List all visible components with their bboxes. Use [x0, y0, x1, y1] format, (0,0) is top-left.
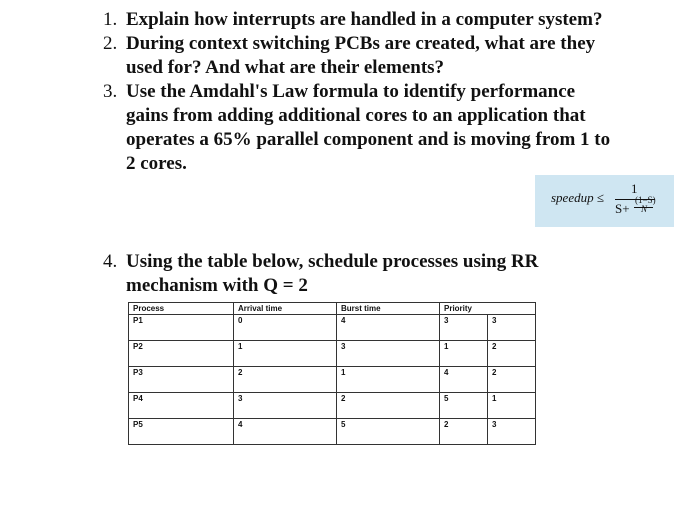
question-1-line-1: Explain how interrupts are handled in a computer system? [126, 9, 603, 30]
header-burst-time: Burst time [337, 303, 440, 315]
question-4-line-2: mechanism with Q = 2 [126, 275, 308, 296]
question-3-line-2: gains from adding additional cores to an application that [126, 105, 586, 126]
question-2-line-2: used for? And what are their elements? [126, 57, 445, 78]
cell-extra: 2 [488, 367, 536, 393]
cell-extra: 2 [488, 341, 536, 367]
header-process: Process [129, 303, 234, 315]
table-row [129, 315, 536, 341]
formula-lhs: speedup ≤ [551, 190, 604, 205]
question-2-number: 2. [103, 33, 118, 54]
cell-priority: 4 [440, 367, 488, 393]
cell-priority: 3 [440, 315, 488, 341]
cell-process: P2 [129, 341, 234, 367]
process-table [128, 302, 536, 445]
formula-small-numerator: (1−S) [635, 195, 656, 205]
cell-arrival: 3 [234, 393, 337, 419]
cell-process: P3 [129, 367, 234, 393]
cell-burst: 3 [337, 341, 440, 367]
formula-denominator [615, 195, 656, 217]
question-3-number: 3. [103, 81, 118, 102]
cell-arrival: 4 [234, 419, 337, 445]
cell-burst: 1 [337, 367, 440, 393]
cell-burst: 4 [337, 315, 440, 341]
cell-process: P5 [129, 419, 234, 445]
cell-arrival: 2 [234, 367, 337, 393]
cell-extra: 3 [488, 315, 536, 341]
cell-arrival: 0 [234, 315, 337, 341]
cell-process: P1 [129, 315, 234, 341]
cell-burst: 2 [337, 393, 440, 419]
table-row [129, 341, 536, 367]
question-3-line-4: 2 cores. [126, 153, 187, 174]
cell-extra: 1 [488, 393, 536, 419]
question-1-number: 1. [103, 9, 118, 30]
table-header-row [129, 303, 536, 315]
table-row [129, 367, 536, 393]
formula-numerator: 1 [631, 181, 638, 196]
cell-priority: 5 [440, 393, 488, 419]
question-3-line-1: Use the Amdahl's Law formula to identify performance [126, 81, 576, 102]
header-priority: Priority [440, 303, 536, 315]
question-4-line-1: Using the table below, schedule processes using RR [126, 251, 539, 272]
cell-process: P4 [129, 393, 234, 419]
cell-arrival: 1 [234, 341, 337, 367]
question-2-line-1: During context switching PCBs are created, what are they [126, 33, 596, 54]
table-row [129, 393, 536, 419]
formula-denominator-s: S+ [615, 201, 630, 216]
cell-priority: 2 [440, 419, 488, 445]
question-4-number: 4. [103, 251, 118, 272]
header-arrival-time: Arrival time [234, 303, 337, 315]
cell-extra: 3 [488, 419, 536, 445]
question-3-line-3: operates a 65% parallel component and is moving from 1 to [126, 129, 611, 150]
cell-priority: 1 [440, 341, 488, 367]
formula-small-denominator: N [641, 204, 648, 214]
cell-burst: 5 [337, 419, 440, 445]
table-row [129, 419, 536, 445]
amdahl-formula [535, 175, 674, 227]
